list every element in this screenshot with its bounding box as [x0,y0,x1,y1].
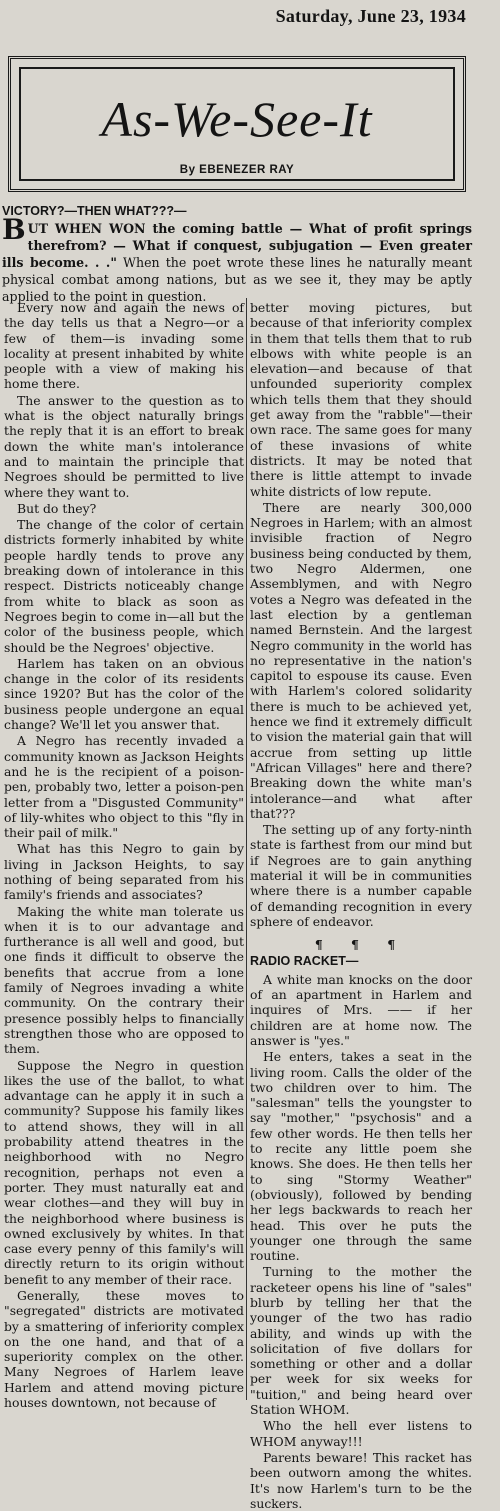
paragraph: The change of the color of certain districts formerly inhabited by white people hardly tends to prove any breaking down of intolerance in this respect. Districts noticeably change from white to black as soon as Negroes begin to come in—all but the color of the business people, which should be the Negroes' objective. [4,517,244,655]
byline: By EBENEZER RAY [179,164,295,176]
masthead-inner-border [19,67,455,181]
article-column-2 [250,300,472,1511]
drop-cap: B [2,213,26,246]
masthead-box [8,56,466,192]
section-break-dingbats: ¶ ¶ ¶ [314,937,408,953]
paragraph: Suppose the Negro in question likes the use of the ballot, to what advantage can he apply it in such a community? Suppose his family likes to attend shows, they will in all probability attend theatres in the neighborhood with no Negro recognition, perhaps not even a porter. They must naturally eat and wear clothes—and they will buy in the neighborhood where business is owned exclusively by whites. In that case every penny of this family's will directly return to its origin without benefit to any member of their race. [4,1057,244,1287]
column-title: As-We-See-It [101,91,373,147]
paragraph: But do they? [17,500,97,516]
paragraph: Every now and again the news of the day tells us that a Negro—or a few of them—is invading some locality at present inhabited by white people with a view of making his home there. [4,300,244,392]
paragraph: The setting up of any forty-ninth state is farthest from our mind but if Negroes are to gain anything material it will be in communities where there is a number capable of demanding recognition in every sphere of endeavor. [250,822,472,929]
column-divider [246,298,247,1400]
lede-paragraph [2,213,472,305]
paragraph: Who the hell ever listens to WHOM anyway!!! [250,1418,472,1449]
paragraph: A white man knocks on the door of an apartment in Harlem and inquires of Mrs. —— if her children are at home now. The answer is "yes." [250,971,472,1048]
paragraph: Harlem has taken on an obvious change in the color of its residents since 1920? But has the color of the business people undergone an equal change? We'll let you answer that. [4,655,244,733]
paragraph: A Negro has recently invaded a community known as Jackson Heights and he is the recipient of a poison-pen, probably two, letter a poison-pen letter from a "Disgusted Community" of lily-whites who object to this "fly in their pail of milk." [4,733,244,841]
paragraph: Parents beware! This racket has been outworn among the whites. It's now Harlem's turn to be the suckers. [250,1449,472,1511]
article-column-1 [4,300,244,1411]
dateline: Saturday, June 23, 1934 [275,6,466,26]
lede-text: UT WHEN WON the coming battle — What of profit springs therefrom? — What if conquest, subjugation — Even greater ills become. . ." [2,221,472,270]
paragraph: What has this Negro to gain by living in Jackson Heights, to say nothing of being separated from his family's friends and associates? [4,841,244,903]
paragraph-continued: better moving pictures, but because of that inferiority complex in them that tells them that to rub elbows with white people is an elevation—and because of that unfounded superiority complex which tells them that they should get away from the "rabble"—their own race. The same goes for many of these invasions of white districts. It may be noted that there is little attempt to invade white districts of low repute. [250,300,472,499]
section-kicker: VICTORY?—THEN WHAT???— [2,204,187,218]
radio-racket-subhead: RADIO RACKET— [250,954,359,969]
paragraph: Generally, these moves to "segregated" districts are motivated by a smattering of inferiority complex on the one hand, and that of a superiority complex on the other. Many Negroes of Harlem leave Harlem and attend moving picture houses downtown, not because of [4,1288,244,1411]
paragraph: Turning to the mother the racketeer opens his line of "sales" blurb by telling her that the younger of the two has radio ability, and winds up with the solicitation of five dollars for something or other and a dollar per week for six weeks for "tuition," and being heard over Station WHOM. [250,1264,472,1418]
paragraph: He enters, takes a seat in the living room. Calls the older of the two children over to him. The "salesman" tells the youngster to say "mother," "psychosis" and a few other words. He then tells her to recite any little poem she knows. She does. He then tells her to sing "Stormy Weather" (obviously), followed by bending her legs backwards to reach her head. This over he puts the younger one through the same routine. [250,1049,472,1264]
lede-rest: When the poet wrote these lines he naturally meant physical combat among nations, but as we see it, they may be aptly applied to the point in question. [2,255,472,304]
paragraph: There are nearly 300,000 Negroes in Harlem; with an almost invisible fraction of Negro business being conducted by them, two Negro Aldermen, one Assemblymen, and with Negro votes a Negro was defeated in the last election by a gentleman named Bernstein. And the largest Negro community in the world has no representative in the nation's capitol to espouse its cause. Even with Harlem's colored solidarity there is much to be achieved yet, hence we find it extremely difficult to vision the material gain that will accrue from setting up little "African Villages" here and there? Breaking down the white man's intolerance—and what after that??? [250,499,472,821]
intro-section [2,203,472,305]
paragraph: Making the white man tolerate us when it is to our advantage and furtherance is all well and good, but one finds it difficult to observe the benefits that accrue from a lone family of Negroes invading a white community. On the contrary their presence possibly helps to financially strengthen those who are opposed to them. [4,903,244,1057]
paragraph: The answer to the question as to what is the object naturally brings the reply that it is an effort to break down the white man's intolerance and to maintain the principle that Negroes should be permitted to live where they want to. [4,392,244,500]
